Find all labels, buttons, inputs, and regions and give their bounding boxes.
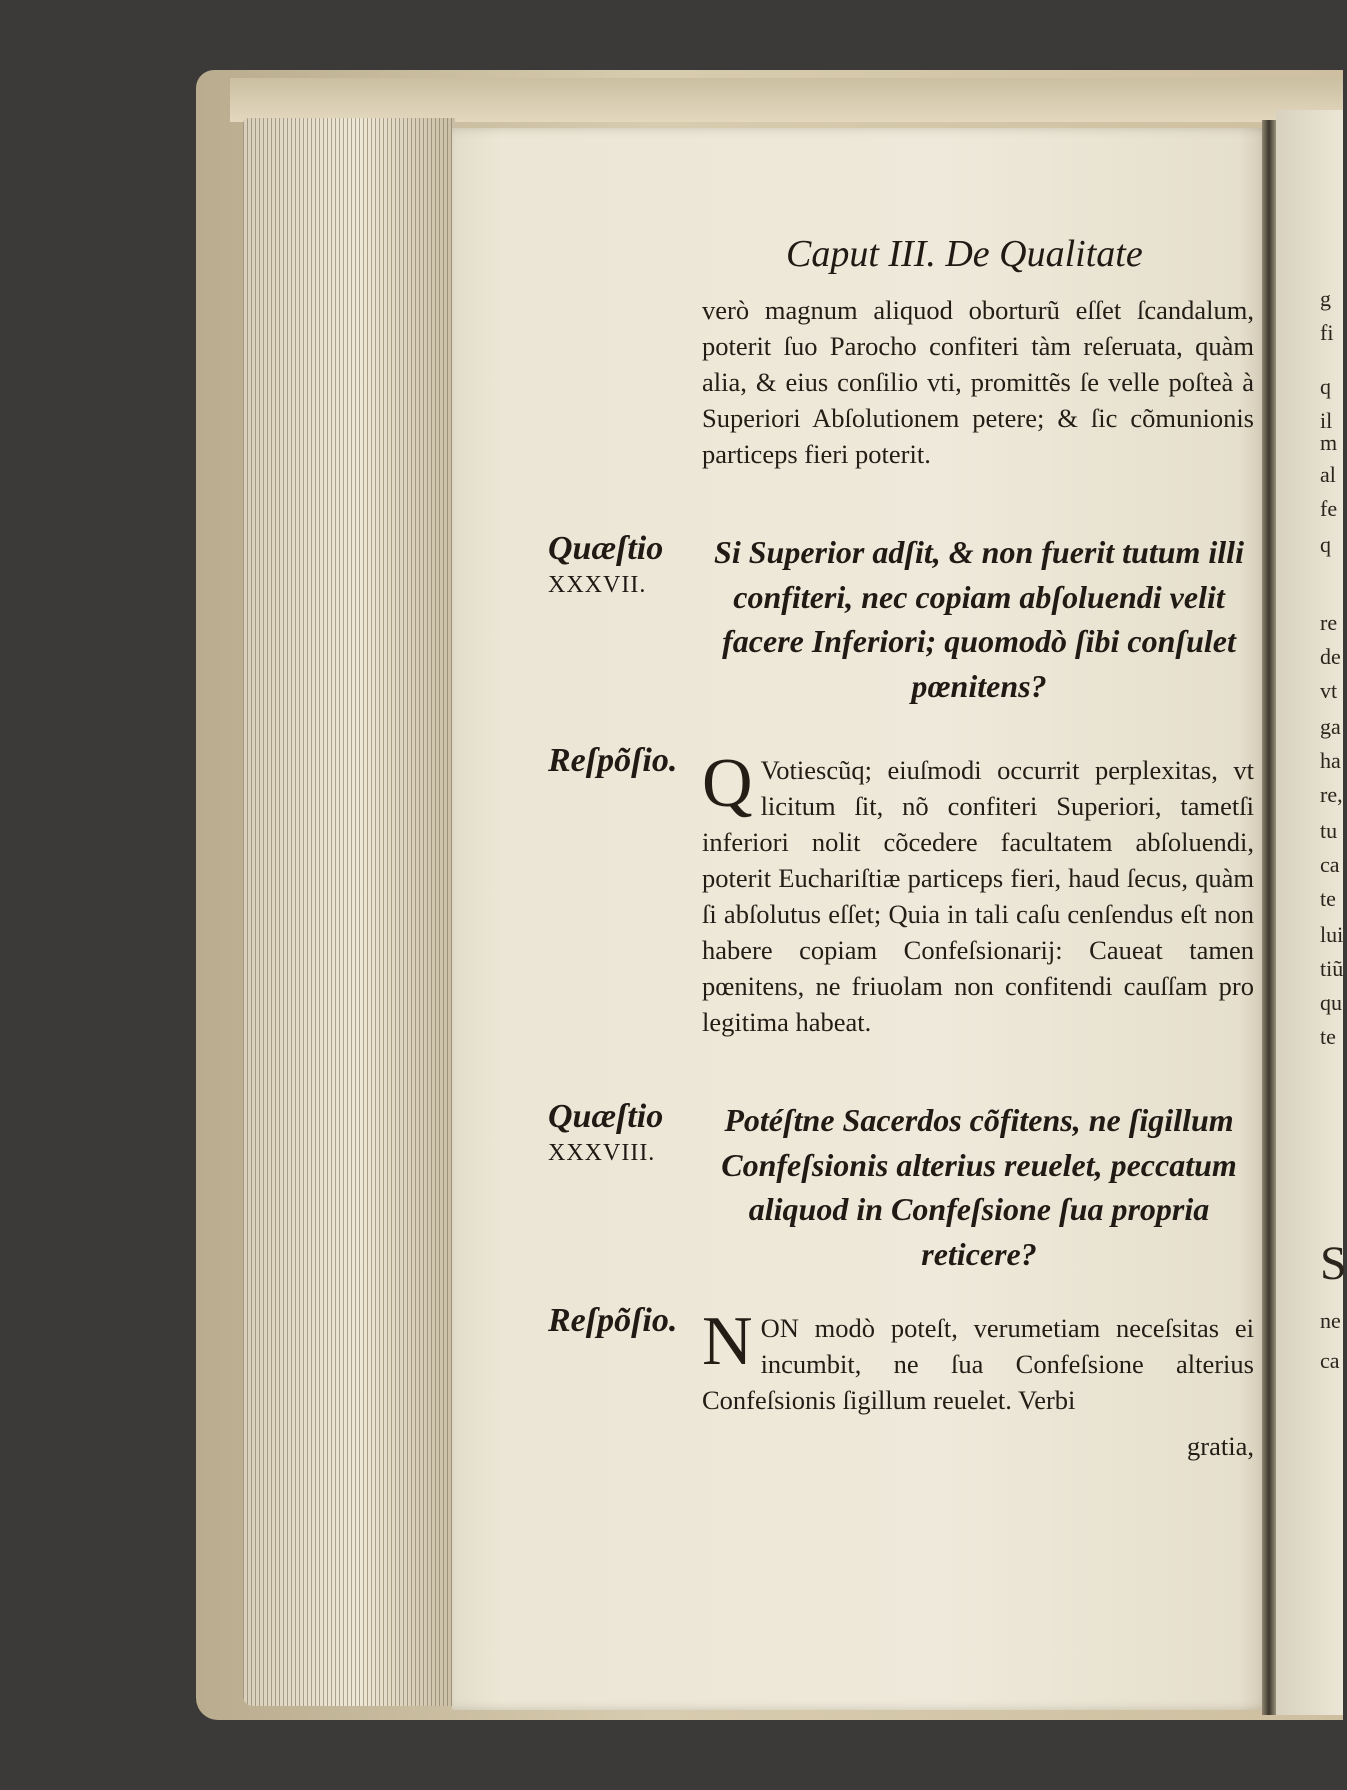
right-page-line: te: [1320, 886, 1336, 911]
right-page-fragment: [1276, 110, 1347, 1715]
right-page-line: qu: [1320, 990, 1342, 1015]
continuation-paragraph: verò magnum aliquod oborturũ eſſet ſcandalum, poterit ſuo Parocho confiteri tàm reſeruata, quàm alia, & eius conſilio vti, promittẽs ſe velle poſteà à Superiori Abſolutionem petere; & ſic cõmunionis particeps fieri poterit.: [702, 295, 1254, 469]
right-page-line: m: [1320, 430, 1338, 455]
question-38-marginal: [548, 1098, 688, 1167]
right-page-line: q: [1320, 532, 1331, 557]
response-37-marginal: [548, 742, 688, 780]
response-38-text: ON modò poteſt, verumetiam neceſsitas ei incumbit, ne ſua Confeſsione alterius Confeſsionis ſigillum reuelet. Verbi: [702, 1313, 1254, 1415]
question-38-number: XXXVIII.: [548, 1140, 656, 1166]
running-head: Caput III. De Qualitate: [786, 233, 1143, 275]
question-37-number: XXXVII.: [548, 572, 647, 598]
right-page-line: fe: [1320, 496, 1338, 521]
right-page-line: al: [1320, 462, 1336, 487]
right-page-line: vt: [1320, 678, 1338, 703]
right-page-line: lui: [1320, 922, 1344, 947]
question-37-text: Si Superior adſit, & non fuerit tutum illi confiteri, nec copiam abſoluendi velit facere Inferiori; quomodò ſibi conſulet pœnitens?: [714, 534, 1244, 704]
response-38-drop-cap: N: [702, 1303, 753, 1380]
response-38-label: Reſpõſio.: [548, 1302, 678, 1339]
question-38-text: Potéſtne Sacerdos cõfitens, ne ſigillum Confeſsionis alterius reuelet, peccatum aliquod in Confeſsione ſua propria reticere?: [721, 1102, 1237, 1272]
right-page-line: re,: [1320, 782, 1343, 807]
response-37-paragraph: [702, 745, 1254, 1040]
right-page-line: ne: [1320, 1308, 1341, 1333]
right-page-line: te: [1320, 1024, 1336, 1049]
response-37-text: Votiescũq; eiuſmodi occurrit perplexitas, vt licitum ſit, nõ confiteri Superiori, tametſi inferiori nolit cõcedere facultatem abſoluendi, poterit Euchariſtiæ particeps fieri, haud ſecus, quàm ſi abſolutus eſſet; Quia in tali caſu cenſendus eſt non habere copiam Confeſsionarij: Caueat tamen pœnitens, ne friuolam non confitendi cauſſam pro legitima habeat.: [702, 755, 1254, 1037]
book-top-edge: [230, 78, 1343, 122]
response-38-marginal: [548, 1302, 688, 1340]
right-page-line: ca: [1320, 852, 1340, 877]
right-page-line: g: [1320, 286, 1331, 311]
question-38-label: Quæſtio: [548, 1098, 664, 1135]
catchword: gratia,: [1187, 1431, 1254, 1461]
question-37-label: Quæſtio: [548, 530, 664, 567]
right-page-line: ca: [1320, 1348, 1340, 1373]
response-38-paragraph: [702, 1303, 1254, 1418]
book-gutter: [1262, 120, 1276, 1715]
page-stack-edge: [243, 118, 455, 1706]
right-page-line: il: [1320, 408, 1333, 433]
right-page-line: tiũ: [1320, 956, 1344, 981]
right-page-line: tu: [1320, 818, 1338, 843]
right-page-line: q: [1320, 374, 1331, 399]
right-page-line: de: [1320, 644, 1341, 669]
right-page-line: re: [1320, 610, 1338, 635]
right-page-line: ha: [1320, 748, 1341, 773]
question-37-marginal: [548, 530, 688, 599]
right-page-line: S: [1320, 1237, 1347, 1290]
right-page-line: fi: [1320, 320, 1334, 345]
response-37-drop-cap: Q: [702, 745, 753, 822]
right-page-line: ga: [1320, 714, 1341, 739]
response-37-label: Reſpõſio.: [548, 742, 678, 779]
